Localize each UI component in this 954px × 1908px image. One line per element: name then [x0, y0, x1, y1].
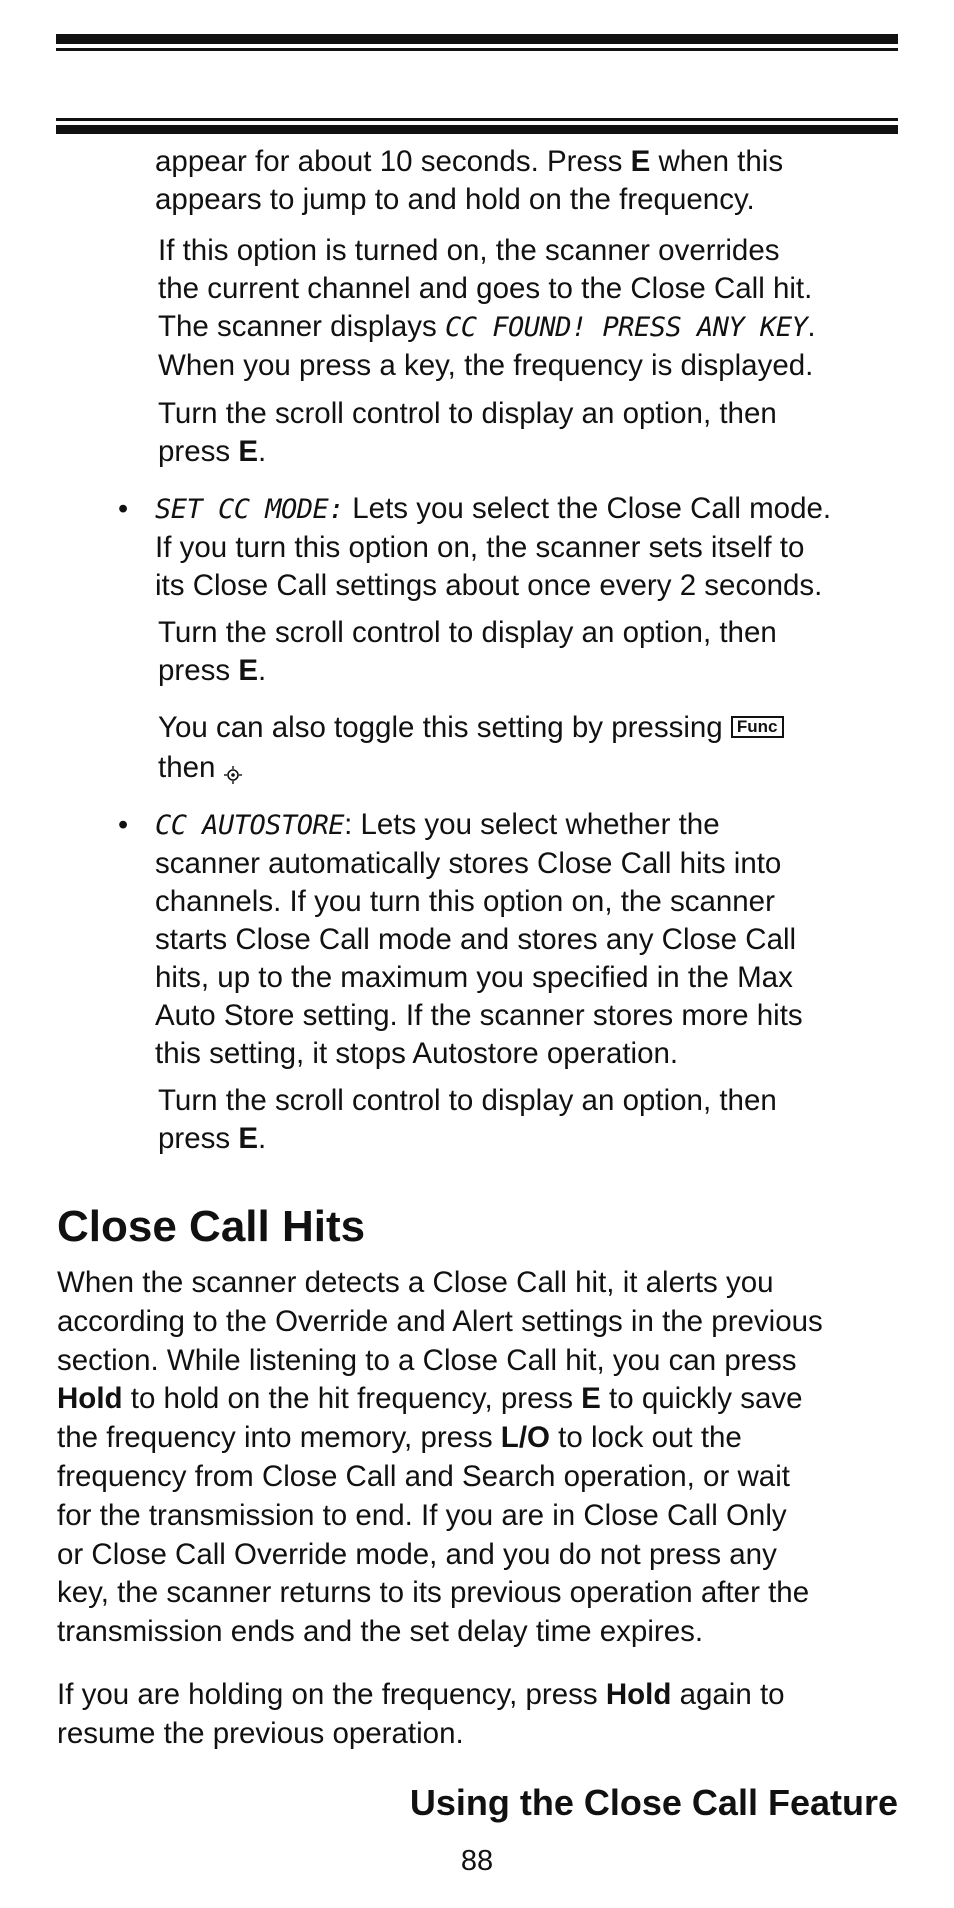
bullet-marker: • [118, 493, 129, 525]
paragraph-scroll-instruction-1: Turn the scroll control to display an option, then press E. [158, 397, 777, 468]
section-heading: Close Call Hits [57, 1202, 366, 1251]
close-call-icon [223, 756, 243, 776]
bullet-cc-autostore: CC AUTOSTORE: Lets you select whether the scanner automatically stores Close Call hits into channels. If you turn this option on, the scanner starts Close Call mode and stores any Close Call hits, up to the maximum you specified in the Max Auto Store setting. If the scanner stores more hits this setting, it stops Autostore operation. [155, 808, 803, 1070]
lcd-text-set-cc-mode: SET CC MODE: [155, 494, 345, 525]
lcd-text-cc-found: CC FOUND! PRESS ANY KEY [444, 312, 808, 343]
header-rule-top-thick [56, 34, 898, 44]
paragraph-continuation: appear for about 10 seconds. Press E when this appears to jump to and hold on the frequency. [155, 145, 784, 216]
bullet-marker: • [118, 809, 129, 841]
func-key: Func [731, 716, 784, 738]
header-rule-bottom-thick [56, 125, 898, 134]
paragraph-close-call-hits: When the scanner detects a Close Call hit, it alerts you according to the Override and Alert settings in the previous section. While listening to a Close Call hit, you can press Hold to hold on the hit frequency, press E to quickly save the frequency into memory, press L/O to lock out the frequency from Close Call and Search operation, or wait for the transmission to end. If you are in Close Call Only or Close Call Override mode, and you do not press any key, the scanner returns to its previous operation after the transmission ends and the set delay time expires. [57, 1266, 823, 1649]
paragraph-scroll-instruction-3: Turn the scroll control to display an option, then press E. [158, 1084, 777, 1155]
header-rule-top-thin [56, 48, 898, 51]
paragraph-scroll-instruction-2: Turn the scroll control to display an option, then press E. [158, 616, 777, 687]
paragraph-toggle-func: You can also toggle this setting by pressing Func then [158, 708, 784, 788]
lcd-text-cc-autostore: CC AUTOSTORE [155, 810, 345, 841]
header-rule-bottom-thin [56, 118, 898, 121]
footer-chapter-title: Using the Close Call Feature [409, 1782, 898, 1823]
paragraph-override-option: If this option is turned on, the scanner overrides the current channel and goes to the Close Call hit. The scanner displays CC FOUND! PRESS ANY KEY. When you press a key, the frequency is displayed. [158, 234, 816, 382]
bullet-set-cc-mode: SET CC MODE: Lets you select the Close Call mode. If you turn this option on, the scanner sets itself to its Close Call settings about once every 2 seconds. [155, 492, 832, 602]
page-number: 88 [460, 1845, 494, 1877]
paragraph-resume: If you are holding on the frequency, press Hold again to resume the previous operation. [57, 1678, 785, 1750]
